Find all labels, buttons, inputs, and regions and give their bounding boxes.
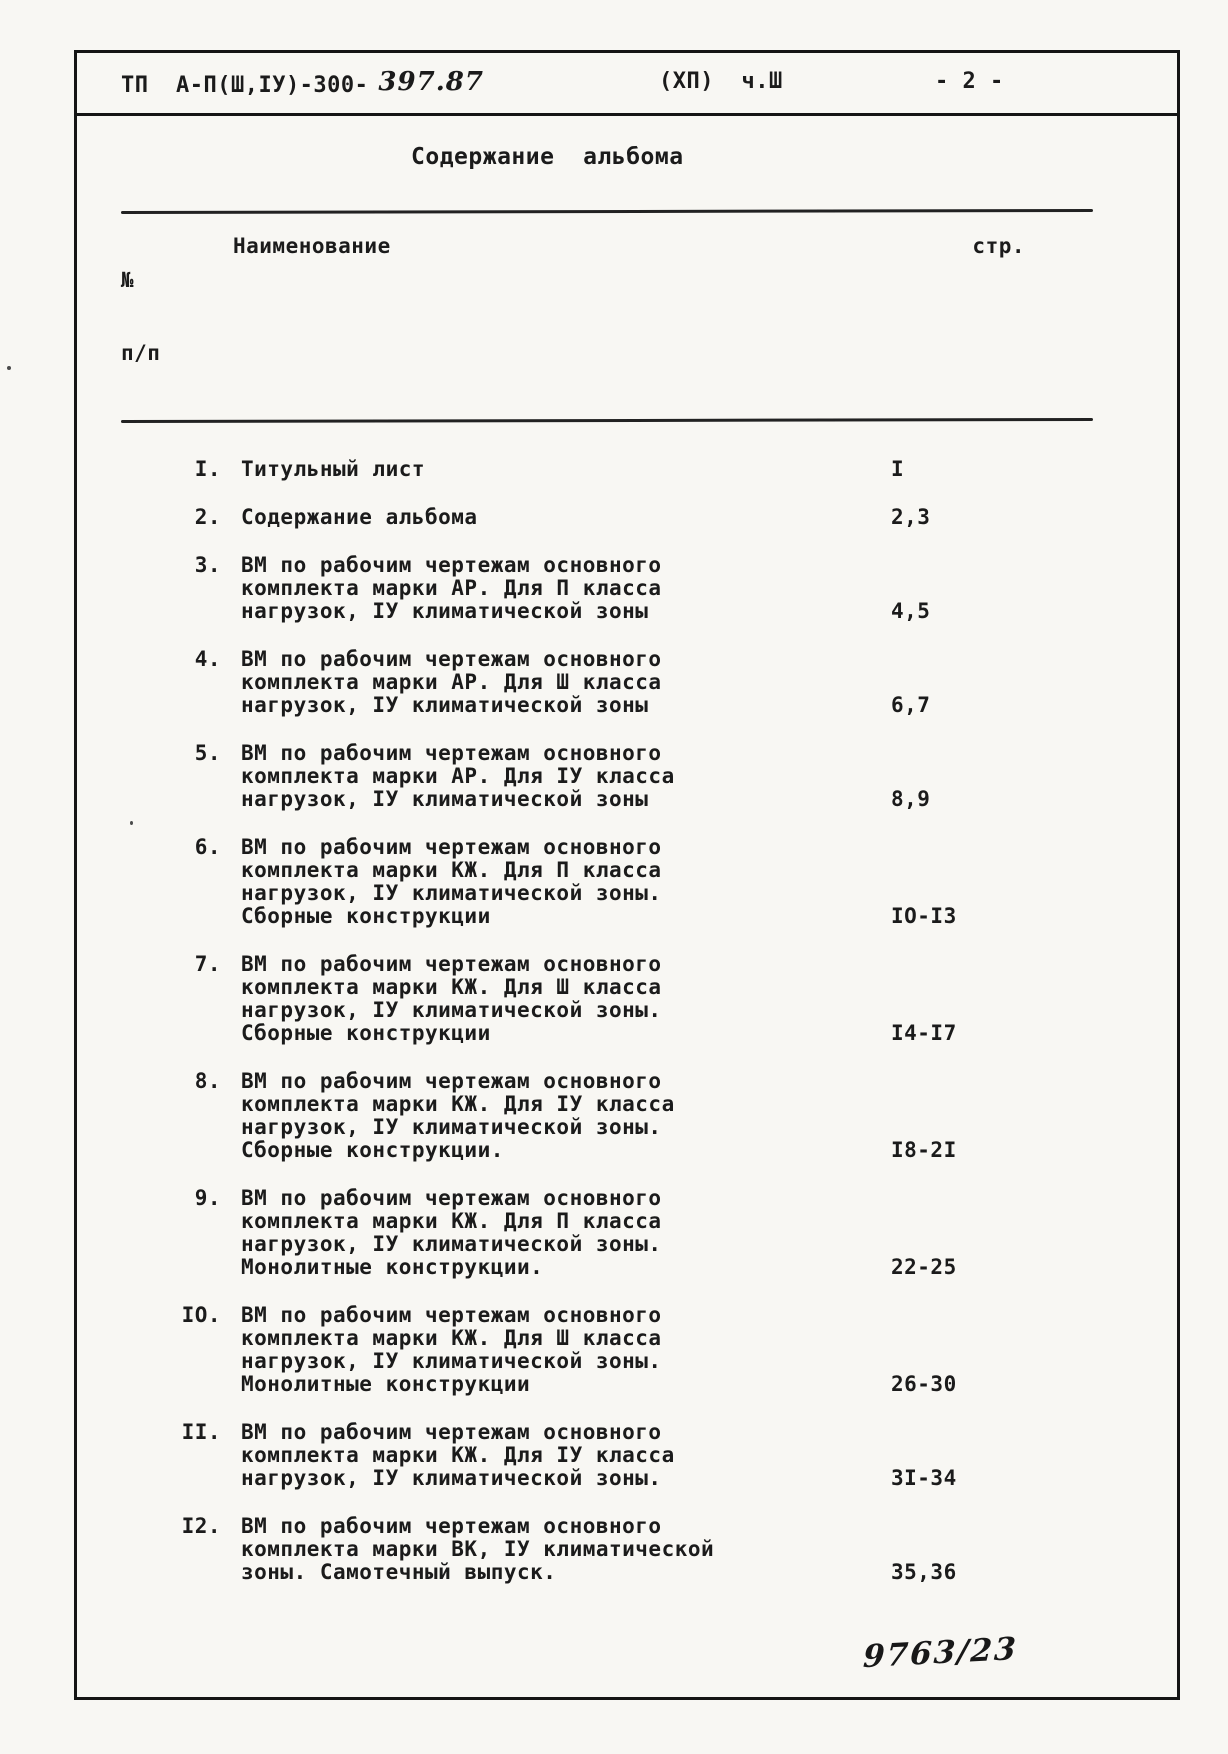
table-row <box>121 1187 1177 1279</box>
table-row <box>121 742 1177 811</box>
row-pages: IO-I3 <box>891 904 957 928</box>
row-name-line: нагрузок, IУ климатической зоны. <box>241 1115 662 1139</box>
row-name-line: нагрузок, IУ климатической зоны <box>241 693 649 717</box>
row-pages: 2,3 <box>891 505 931 529</box>
row-pages: 26-30 <box>891 1372 957 1396</box>
row-name-line: ВМ по рабочим чертежам основного <box>241 553 662 577</box>
row-name-line: ВМ по рабочим чертежам основного <box>241 647 662 671</box>
row-name-line: комплекта марки АР. Для П класса <box>241 576 662 600</box>
row-name-line: комплекта марки АР. Для Ш класса <box>241 670 662 694</box>
title-block-header <box>77 53 1177 116</box>
row-name <box>241 1421 881 1490</box>
row-name-line: нагрузок, IУ климатической зоны. <box>241 1232 662 1256</box>
row-name <box>241 1304 881 1396</box>
row-name <box>241 1187 881 1279</box>
row-name-line: нагрузок, IУ климатической зоны <box>241 599 649 623</box>
row-name-line: зоны. Самотечный выпуск. <box>241 1560 557 1584</box>
row-name-line: комплекта марки КЖ. Для П класса <box>241 858 662 882</box>
row-number: 2. <box>194 505 221 529</box>
row-name-line: Сборные конструкции. <box>241 1138 504 1162</box>
column-header-pages: стр. <box>972 234 1025 258</box>
handwritten-archive-note: 9763/23 <box>862 1630 1019 1676</box>
row-number: 8. <box>194 1069 221 1093</box>
row-pages: I8-2I <box>891 1138 957 1162</box>
table-row <box>121 1070 1177 1162</box>
document-code <box>121 69 484 99</box>
page-frame <box>74 50 1180 1700</box>
row-name <box>241 953 881 1045</box>
table-row <box>121 554 1177 623</box>
row-name-line: ВМ по рабочим чертежам основного <box>241 1069 662 1093</box>
row-name-line: ВМ по рабочим чертежам основного <box>241 1186 662 1210</box>
row-name-line: Монолитные конструкции <box>241 1372 531 1396</box>
row-pages: 4,5 <box>891 599 931 623</box>
row-name-line: нагрузок, IУ климатической зоны. <box>241 998 662 1022</box>
row-name <box>241 742 881 811</box>
row-name-line: ВМ по рабочим чертежам основного <box>241 1514 662 1538</box>
table-top-rule <box>121 209 1093 214</box>
row-number: 6. <box>194 835 221 859</box>
row-name-line: Титульный лист <box>241 457 426 481</box>
row-name-line: ВМ по рабочим чертежам основного <box>241 835 662 859</box>
row-name-line: нагрузок, IУ климатической зоны. <box>241 1349 662 1373</box>
row-name-line: комплекта марки АР. Для IУ класса <box>241 764 675 788</box>
document-code-typed: ТП А-П(Ш,IУ)-300- <box>121 73 369 98</box>
document-code-handwritten: 397.87 <box>378 67 484 97</box>
page-body <box>77 116 1177 1584</box>
row-pages: I <box>891 457 905 481</box>
row-name-line: ВМ по рабочим чертежам основного <box>241 741 662 765</box>
row-number: I2. <box>181 1514 221 1538</box>
row-name-line: Сборные конструкции <box>241 1021 491 1045</box>
row-name <box>241 1070 881 1162</box>
row-pages: 22-25 <box>891 1255 957 1279</box>
table-header-row <box>121 223 1177 411</box>
row-name-line: комплекта марки КЖ. Для IУ класса <box>241 1092 675 1116</box>
scan-speck <box>7 366 11 370</box>
table-row <box>121 1421 1177 1490</box>
row-name-line: комплекта марки КЖ. Для Ш класса <box>241 975 662 999</box>
row-name <box>241 554 881 623</box>
row-name-line: нагрузок, IУ климатической зоны <box>241 787 649 811</box>
column-header-name: Наименование <box>233 234 391 258</box>
contents-list <box>121 458 1177 1584</box>
table-row <box>121 953 1177 1045</box>
row-name-line: ВМ по рабочим чертежам основного <box>241 1420 662 1444</box>
row-name-line: нагрузок, IУ климатической зоны. <box>241 1466 662 1490</box>
table-row <box>121 458 1177 481</box>
table-row <box>121 648 1177 717</box>
row-number: 4. <box>194 647 221 671</box>
row-name-line: комплекта марки ВК, IУ климатической <box>241 1537 715 1561</box>
row-name-line: Монолитные конструкции. <box>241 1255 544 1279</box>
row-number: 5. <box>194 741 221 765</box>
row-name-line: Сборные конструкции <box>241 904 491 928</box>
row-number: I. <box>194 457 221 481</box>
row-name-line: Содержание альбома <box>241 505 478 529</box>
row-number: 7. <box>194 952 221 976</box>
row-name-line: ВМ по рабочим чертежам основного <box>241 1303 662 1327</box>
column-header-number: № п/п <box>121 268 161 365</box>
sheet-number: - 2 - <box>935 69 1004 94</box>
page-title: Содержание альбома <box>411 144 684 170</box>
table-row <box>121 506 1177 529</box>
table-row <box>121 1304 1177 1396</box>
row-name-line: комплекта марки КЖ. Для Ш класса <box>241 1326 662 1350</box>
row-name <box>241 458 881 481</box>
row-name-line: нагрузок, IУ климатической зоны. <box>241 881 662 905</box>
table-header-rule <box>121 418 1093 423</box>
table-row <box>121 836 1177 928</box>
row-name-line: комплекта марки КЖ. Для IУ класса <box>241 1443 675 1467</box>
row-pages: 6,7 <box>891 693 931 717</box>
table-row <box>121 1515 1177 1584</box>
row-name-line: ВМ по рабочим чертежам основного <box>241 952 662 976</box>
row-number: IO. <box>181 1303 221 1327</box>
row-name <box>241 836 881 928</box>
header-part-label: (ХП) ч.Ш <box>659 69 783 94</box>
row-pages: I4-I7 <box>891 1021 957 1045</box>
row-name <box>241 1515 881 1584</box>
row-pages: 35,36 <box>891 1560 957 1584</box>
row-name <box>241 648 881 717</box>
row-pages: 3I-34 <box>891 1466 957 1490</box>
row-name <box>241 506 881 529</box>
row-number: 3. <box>194 553 221 577</box>
row-number: 9. <box>194 1186 221 1210</box>
row-name-line: комплекта марки КЖ. Для П класса <box>241 1209 662 1233</box>
row-number: II. <box>181 1420 221 1444</box>
row-pages: 8,9 <box>891 787 931 811</box>
